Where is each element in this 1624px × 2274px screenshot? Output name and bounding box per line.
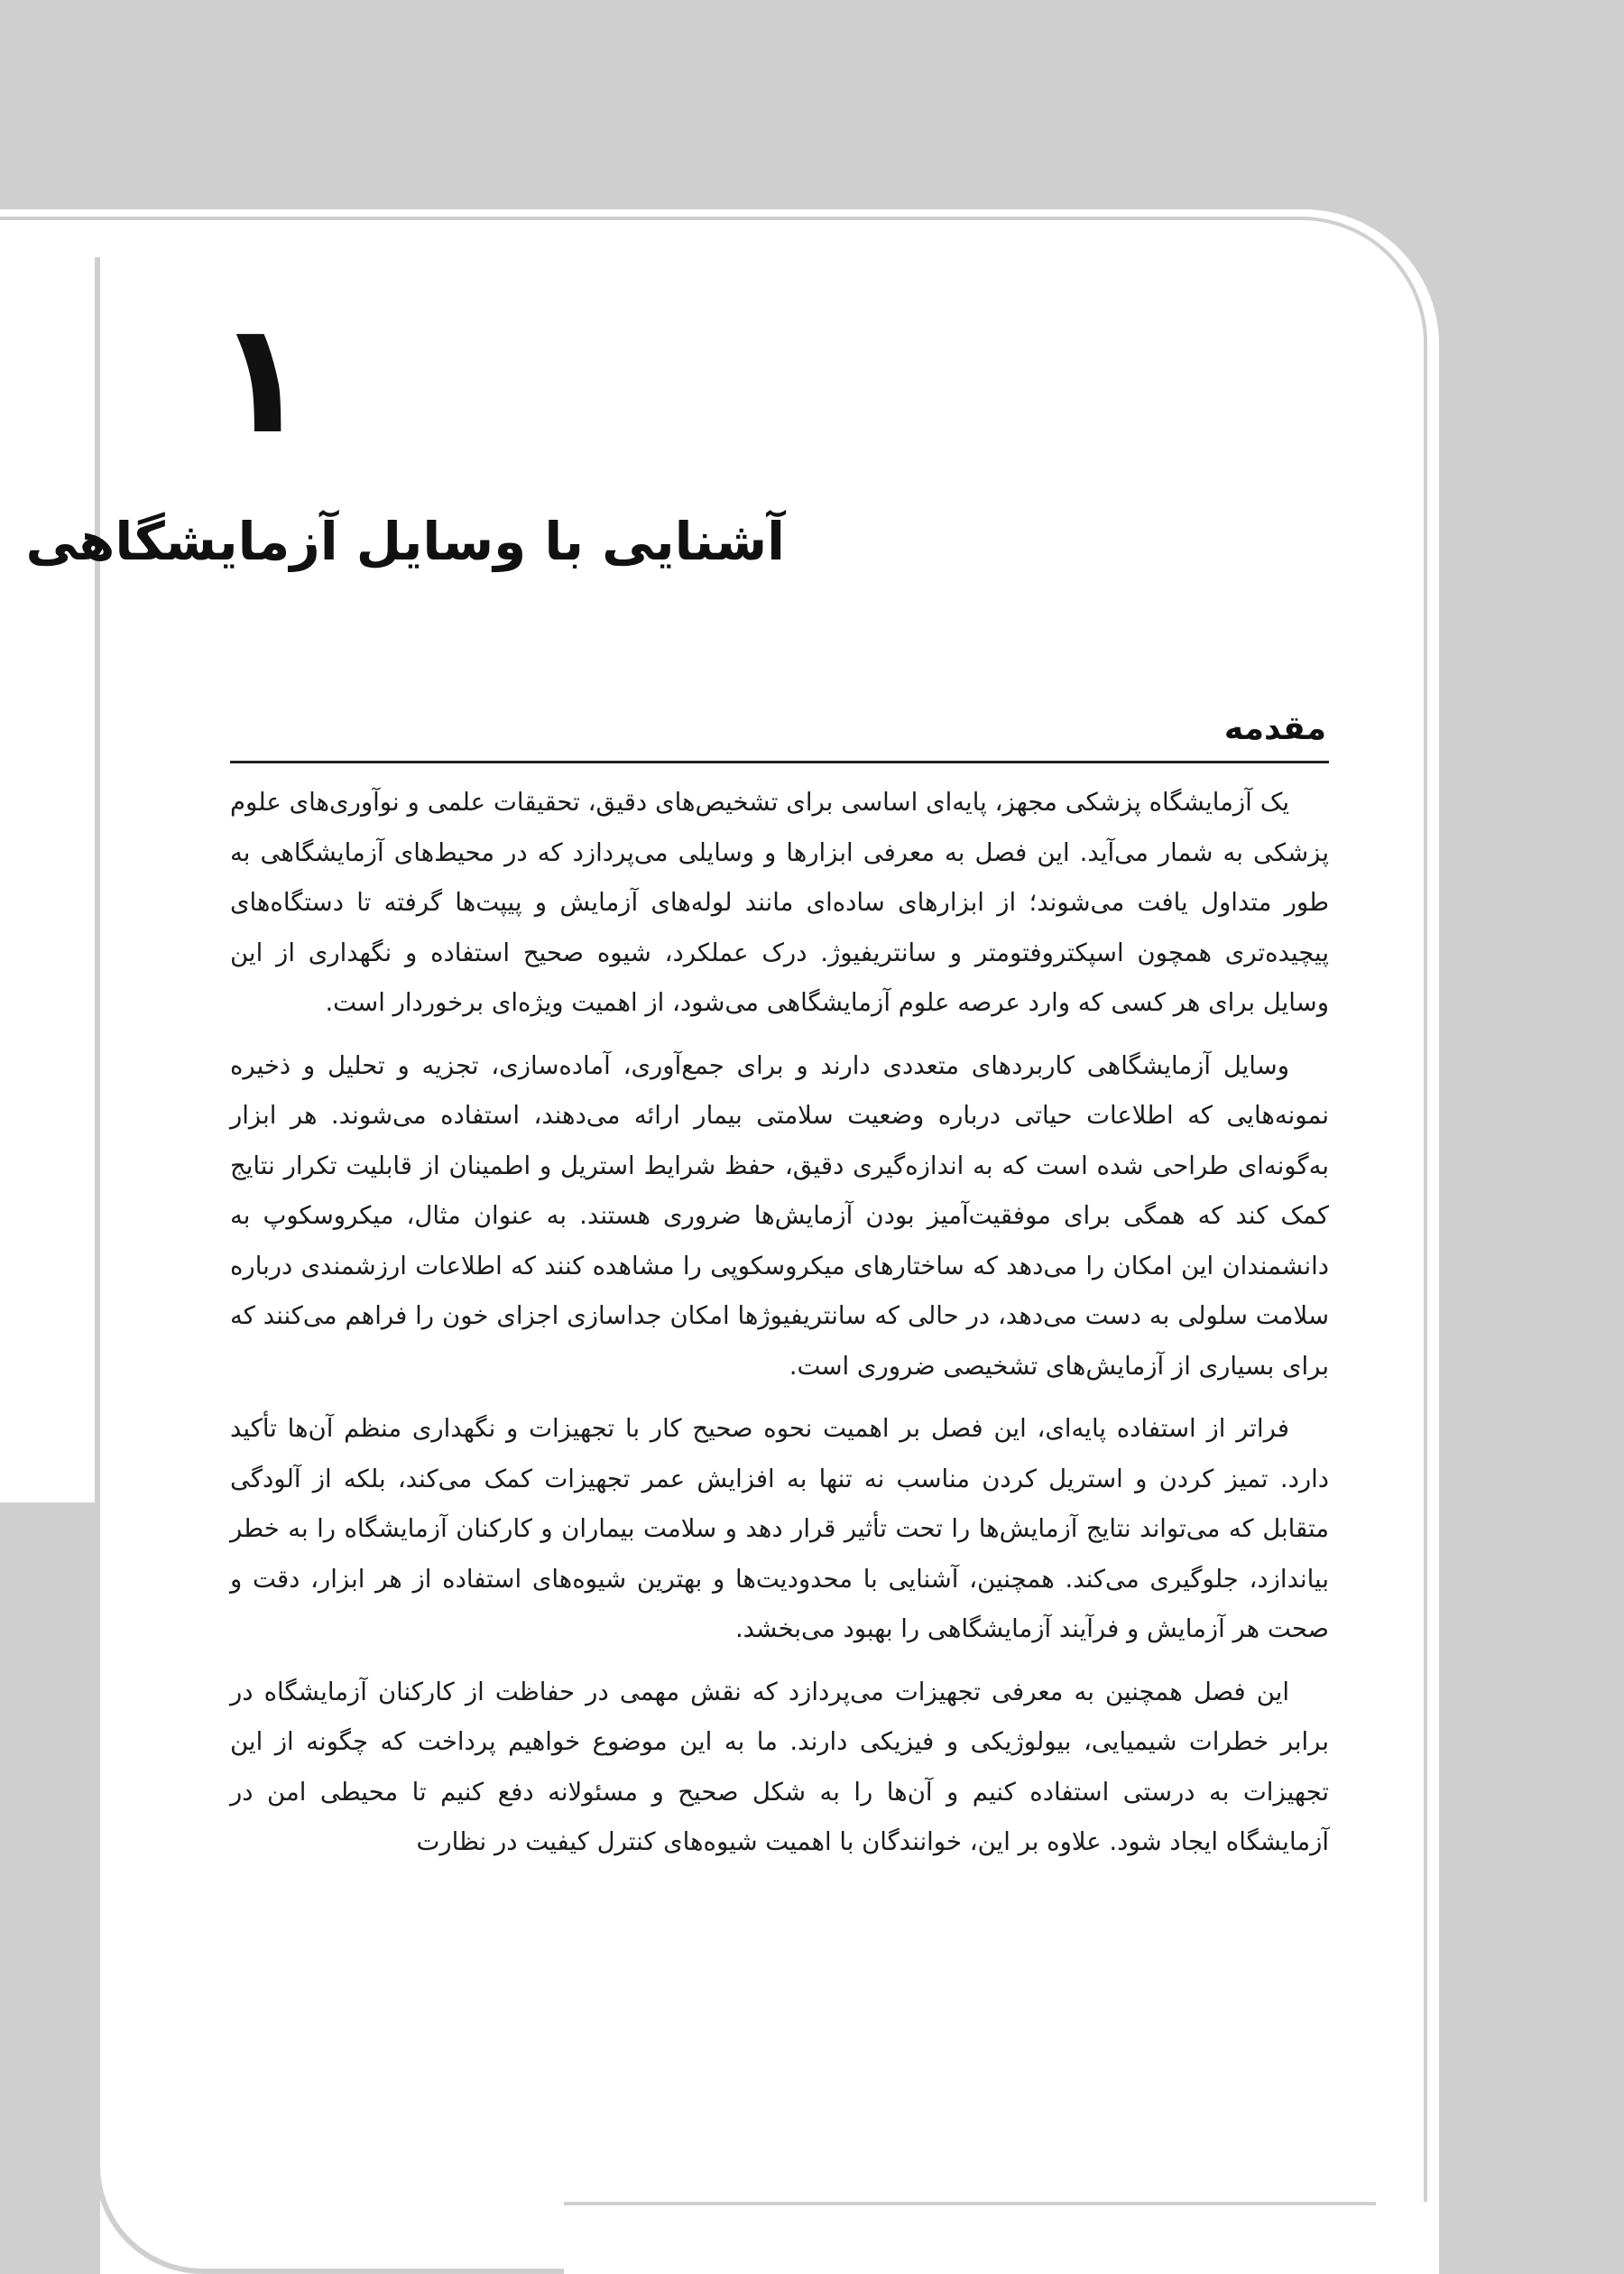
bottom-rule xyxy=(564,2202,1376,2205)
paragraph: این فصل همچنین به معرفی تجهیزات می‌پردازد که نقش مهمی در حفاظت از کارکنان آزمایشگاه در برابر خطرات شیمیایی، بیولوژیکی و فیزیکی دارند. ما به این موضوع خواهیم پرداخت که چگونه از این تجهیزات به درستی استفاده کنیم و آن‌ها را به شکل صحیح و مسئولانه دفع کنیم تا محیطی امن در آزمایشگاه ایجاد شود. علاوه بر این، خوانندگان با اهمیت شیوه‌های کنترل کیفیت در نظارت xyxy=(230,1677,1329,1856)
page-margin-decoration xyxy=(0,1502,95,2274)
panel-bottom-curve xyxy=(95,1985,564,2274)
chapter-title: آشنایی با وسایل آزمایشگاهی xyxy=(25,511,785,572)
body-text xyxy=(230,778,1329,1881)
section-divider xyxy=(230,761,1329,763)
paragraph: فراتر از استفاده پایه‌ای، این فصل بر اهمیت نحوه صحیح کار با تجهیزات و نگهداری منظم آن‌ها تأکید دارد. تمیز کردن و استریل کردن مناسب نه تنها به افزایش عمر تجهیزات کمک می‌کند، بلکه از آلودگی متقابل که می‌تواند نتایج آزمایش‌ها را تحت تأثیر قرار دهد و سلامت بیماران و کارکنان آزمایشگاه را به خطر بیاندازد، جلوگیری می‌کند. همچنین، آشنایی با محدودیت‌ها و بهترین شیوه‌های استفاده از هر ابزار، دقت و صحت هر آزمایش و فرآیند آزمایشگاهی را بهبود می‌بخشد. xyxy=(230,1414,1329,1643)
paragraph: یک آزمایشگاه پزشکی مجهز، پایه‌ای اساسی برای تشخیص‌های دقیق، تحقیقات علمی و نوآوری‌های علوم پزشکی به شمار می‌آید. این فصل به معرفی ابزارها و وسایلی می‌پردازد که در محیط‌های آزمایشگاهی به طور متداول یافت می‌شوند؛ از ابزارهای ساده‌ای مانند لوله‌های آزمایش و پیپت‌ها گرفته تا دستگاه‌های پیچیده‌تری همچون اسپکتروفتومتر و سانتریفیوژ. درک عملکرد، شیوه صحیح استفاده و نگهداری از این وسایل برای هر کسی که وارد عرصه علوم آزمایشگاهی می‌شود، از اهمیت ویژه‌ای برخوردار است. xyxy=(230,788,1329,1017)
paragraph: وسایل آزمایشگاهی کاربردهای متعددی دارند و برای جمع‌آوری، آماده‌سازی، تجزیه و تحلیل و ذخیره نمونه‌هایی که اطلاعات حیاتی درباره وضعیت سلامتی بیمار ارائه می‌دهند، استفاده می‌شوند. هر ابزار به‌گونه‌ای طراحی شده است که به اندازه‌گیری دقیق، حفظ شرایط استریل و اطمینان از قابلیت تکرار نتایج کمک کند که همگی برای موفقیت‌آمیز بودن آزمایش‌ها ضروری هستند. به عنوان مثال، میکروسکوپ به دانشمندان این امکان را می‌دهد که ساختارهای میکروسکوپی را مشاهده کنند که اطلاعات ارزشمندی درباره سلامت سلولی به دست می‌دهد، در حالی که سانتریفیوژها امکان جداسازی اجزای خون را فراهم می‌کنند که برای بسیاری از آزمایش‌های تشخیصی ضروری است. xyxy=(230,1050,1329,1381)
chapter-number: ۱ xyxy=(215,290,309,468)
section-heading: مقدمه xyxy=(1223,710,1326,747)
